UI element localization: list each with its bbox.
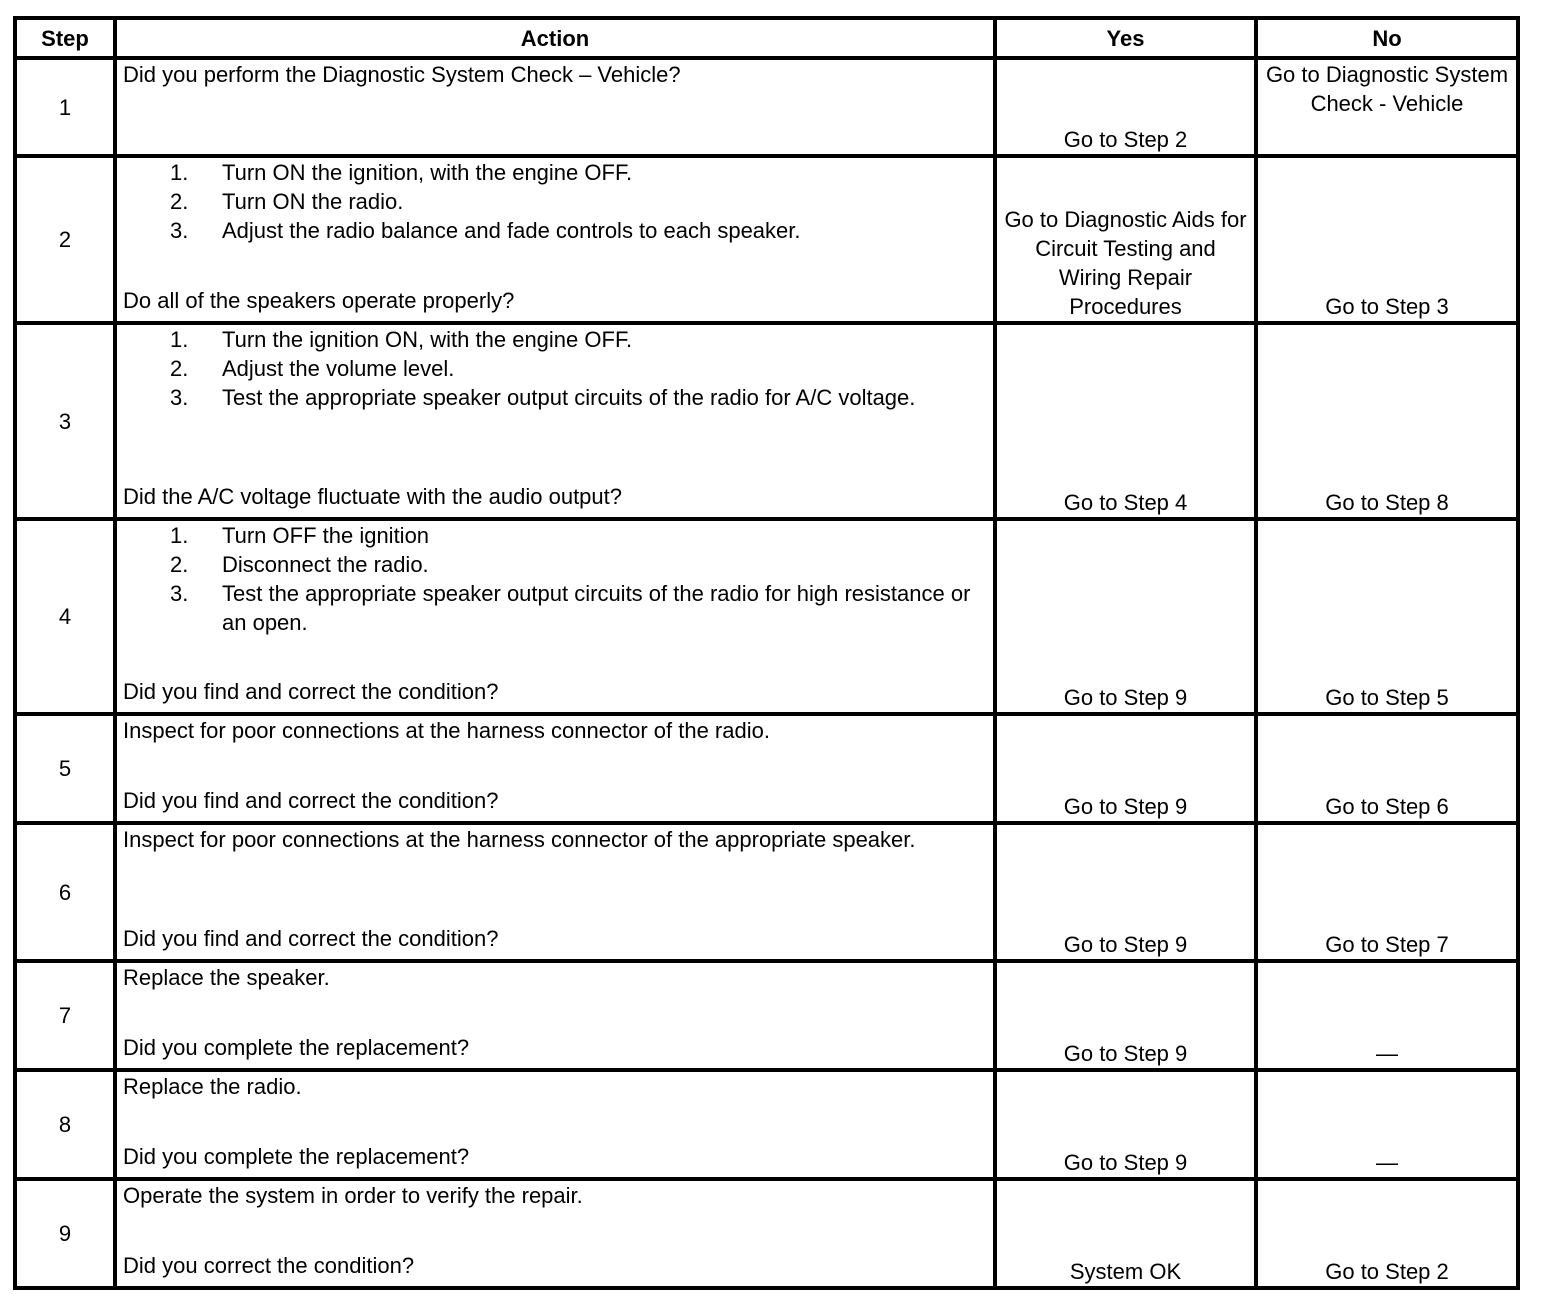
list-item [123,325,987,354]
action-cell [115,58,995,156]
list-item-number: 3. [170,581,189,606]
header-yes: Yes [995,18,1256,58]
table-row [15,58,1518,156]
yes-result: Go to Step 9 [995,1070,1256,1179]
no-result: Go to Step 2 [1256,1179,1518,1288]
list-item [123,216,987,245]
no-result: Go to Step 3 [1256,156,1518,323]
action-instruction: Did you perform the Diagnostic System Check – Vehicle? [123,62,681,87]
action-cell [115,1070,995,1179]
list-item [123,521,987,550]
list-item-text: Turn OFF the ignition [222,523,430,548]
list-item-number: 3. [170,385,189,410]
list-item [123,354,987,383]
list-item [123,187,987,216]
table-row [15,714,1518,823]
table-row [15,1179,1518,1288]
action-instruction: Inspect for poor connections at the harness connector of the appropriate speaker. [123,827,916,852]
step-number: 9 [15,1179,115,1288]
list-item-text: Adjust the volume level. [222,356,455,381]
action-cell [115,519,995,714]
no-result: Go to Step 6 [1256,714,1518,823]
table-row [15,519,1518,714]
list-item-number: 2. [170,552,189,577]
no-result: Go to Step 7 [1256,823,1518,961]
action-instruction: Replace the speaker. [123,965,330,990]
action-question: Do all of the speakers operate properly? [123,288,515,313]
step-number: 4 [15,519,115,714]
action-cell [115,961,995,1070]
list-item [123,158,987,187]
action-question: Did the A/C voltage fluctuate with the audio output? [123,484,622,509]
instruction-list [123,325,987,412]
step-number: 8 [15,1070,115,1179]
list-item-number: 2. [170,189,189,214]
list-item-number: 1. [170,327,189,352]
yes-result: Go to Step 9 [995,961,1256,1070]
diagnostic-table [13,16,1520,1290]
list-item-number: 3. [170,218,189,243]
header-no: No [1256,18,1518,58]
list-item [123,550,987,579]
action-question: Did you find and correct the condition? [123,679,499,704]
action-instruction: Inspect for poor connections at the harness connector of the radio. [123,718,770,743]
step-number: 6 [15,823,115,961]
table-row [15,323,1518,519]
list-item-number: 2. [170,356,189,381]
action-question: Did you find and correct the condition? [123,788,499,813]
yes-result: Go to Step 9 [995,823,1256,961]
action-cell [115,714,995,823]
action-instruction: Replace the radio. [123,1074,302,1099]
action-cell [115,1179,995,1288]
action-question: Did you complete the replacement? [123,1035,470,1060]
no-result: Go to Diagnostic System Check - Vehicle [1256,58,1518,156]
list-item-text: Test the appropriate speaker output circuits of the radio for A/C voltage. [222,385,916,410]
yes-result: Go to Step 4 [995,323,1256,519]
header-action: Action [115,18,995,58]
list-item [123,383,987,412]
yes-result: Go to Step 9 [995,714,1256,823]
list-item-text: Test the appropriate speaker output circuits of the radio for high resistance or an open. [222,581,971,635]
step-number: 7 [15,961,115,1070]
no-result: Go to Step 5 [1256,519,1518,714]
action-question: Did you complete the replacement? [123,1144,470,1169]
yes-result: Go to Step 9 [995,519,1256,714]
header-step: Step [15,18,115,58]
instruction-list [123,521,987,637]
action-cell [115,823,995,961]
yes-result: Go to Diagnostic Aids for Circuit Testing and Wiring Repair Procedures [995,156,1256,323]
no-result: — [1256,1070,1518,1179]
table-row [15,156,1518,323]
no-result: — [1256,961,1518,1070]
action-cell [115,323,995,519]
step-number: 1 [15,58,115,156]
action-question: Did you find and correct the condition? [123,926,499,951]
action-cell [115,156,995,323]
list-item-text: Turn ON the radio. [222,189,404,214]
list-item-number: 1. [170,160,189,185]
no-result: Go to Step 8 [1256,323,1518,519]
list-item-text: Disconnect the radio. [222,552,429,577]
action-question: Did you correct the condition? [123,1253,415,1278]
list-item-number: 1. [170,523,189,548]
instruction-list [123,158,987,245]
step-number: 2 [15,156,115,323]
step-number: 5 [15,714,115,823]
list-item [123,579,987,637]
step-number: 3 [15,323,115,519]
yes-result: Go to Step 2 [995,58,1256,156]
header-row [15,18,1518,58]
yes-result: System OK [995,1179,1256,1288]
list-item-text: Turn ON the ignition, with the engine OFF. [222,160,633,185]
table-row [15,823,1518,961]
table-row [15,961,1518,1070]
list-item-text: Adjust the radio balance and fade controls to each speaker. [222,218,801,243]
action-instruction: Operate the system in order to verify the repair. [123,1183,583,1208]
list-item-text: Turn the ignition ON, with the engine OFF. [222,327,633,352]
table-body [15,58,1518,1288]
table-row [15,1070,1518,1179]
